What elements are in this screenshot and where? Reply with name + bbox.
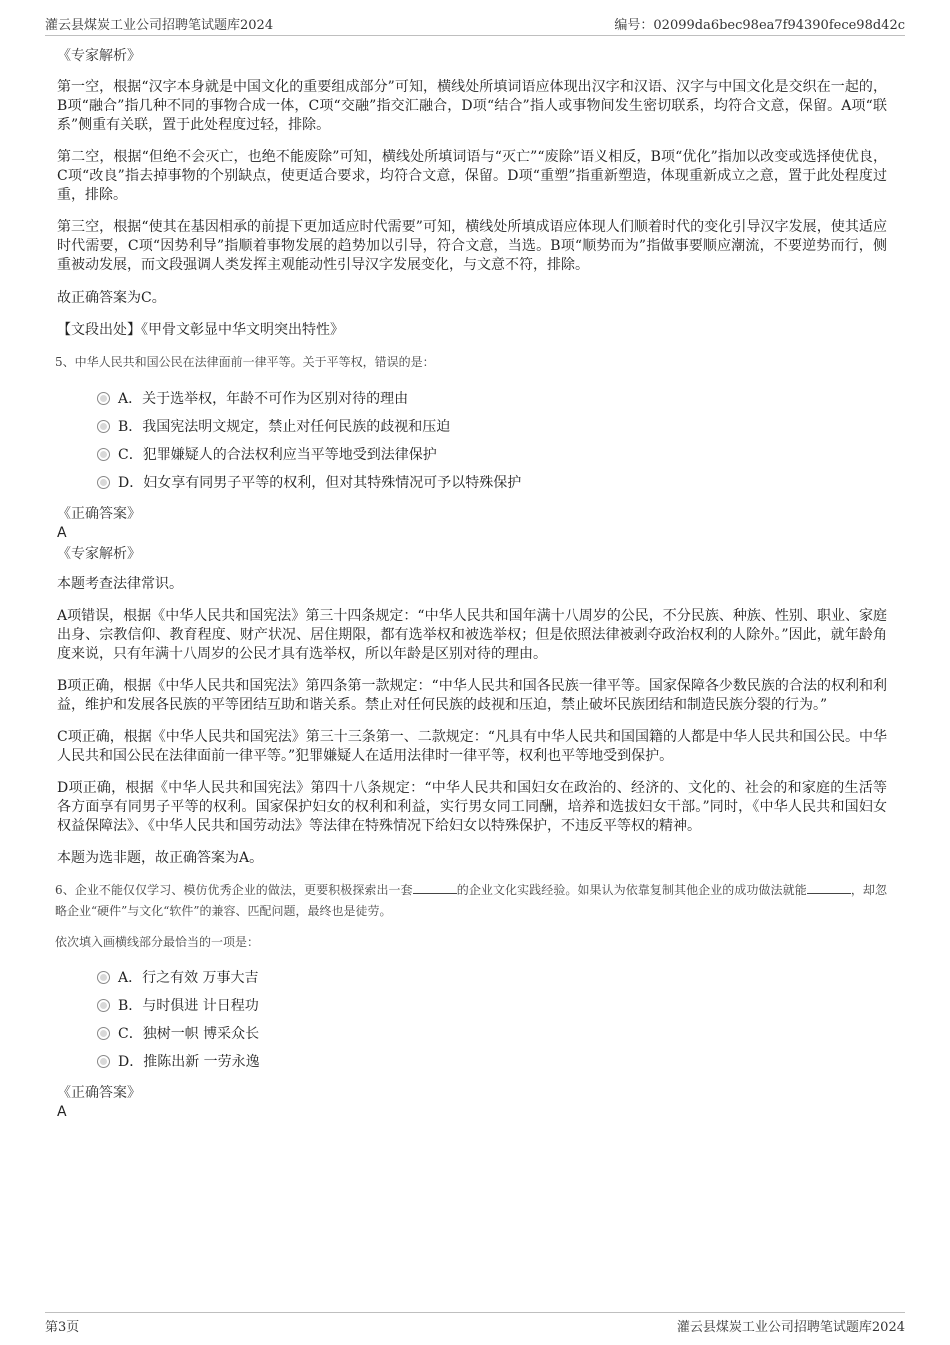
analysis-paragraph: 第二空，根据“但绝不会灭亡，也绝不能废除”可知，横线处所填词语与“灭亡”“废除”语义相反，B项“优化”指加以改变或选择使优良，C项“改良”指去掉事物的个别缺点，使更适合要求，均符合文意，保留。D项“重塑”指重新塑造，体现重新成立之意，置于此处程度过重，排除。 <box>57 149 887 203</box>
radio-icon[interactable] <box>97 420 110 433</box>
header-title: 灌云县煤炭工业公司招聘笔试题库2024 <box>45 18 274 33</box>
analysis-conclusion: 故正确答案为C。 <box>57 290 166 306</box>
answer-label: 《正确答案》 <box>57 1085 141 1101</box>
question-6-prompt: 依次填入画横线部分最恰当的一项是： <box>55 935 260 949</box>
analysis-paragraph: D项正确，根据《中华人民共和国宪法》第四十八条规定：“中华人民共和国妇女在政治的、经济的、文化的、社会的和家庭的生活等各方面享有同男子平等的权利。国家保护妇女的权利和利益，实行男女同工同酬，培养和选拔妇女干部。”同时，《中华人民共和国妇女权益保障法》、《中华人民共和国劳动法》等法律在特殊情况下给妇女以特殊保护，不违反平等权的精神。 <box>57 780 887 834</box>
page-number: 第3页 <box>45 1320 80 1335</box>
analysis-paragraph: 第一空，根据“汉字本身就是中国文化的重要组成部分”可知，横线处所填词语应体现出汉字和汉语、汉字与中国文化是交织在一起的，B项“融合”指几种不同的事物合成一体，C项“交融”指交汇融合，D项“结合”指人或事物间发生密切联系，均符合文意，保留。A项“联系”侧重有关联，置于此处程度过轻，排除。 <box>57 79 887 133</box>
option-b[interactable] <box>97 412 887 440</box>
analysis-label: 《专家解析》 <box>57 48 141 64</box>
footer-title: 灌云县煤炭工业公司招聘笔试题库2024 <box>676 1320 905 1335</box>
page-header <box>45 14 905 36</box>
radio-icon[interactable] <box>97 971 110 984</box>
fill-blank-2 <box>807 893 851 894</box>
option-label: B．与时俱进 计日程功 <box>118 998 259 1014</box>
option-c[interactable] <box>97 1019 887 1047</box>
radio-icon[interactable] <box>97 1055 110 1068</box>
page-content <box>57 46 887 1121</box>
question-5-options <box>57 384 887 496</box>
analysis-paragraph: B项正确，根据《中华人民共和国宪法》第四条第一款规定：“中华人民共和国各民族一律平等。国家保障各少数民族的合法的权利和利益，维护和发展各民族的平等团结互助和谐关系。禁止对任何民族的歧视和压迫，禁止破坏民族团结和制造民族分裂的行为。” <box>57 678 887 713</box>
source-citation: 【文段出处】《甲骨文彰显中华文明突出特性》 <box>57 322 344 338</box>
question-6-text: 6、企业不能仅仅学习、模仿优秀企业的做法，更要积极探索出一套 的企业文化实践经验。如果认为依靠复制其他企业的成功做法就能 ，却忽略企业“硬件”与文化“软件”的兼容、匹配问题，最终也是徒劳。 <box>55 883 887 918</box>
analysis-paragraph: 第三空，根据“使其在基因相承的前提下更加适应时代需要”可知，横线处所填成语应体现人们顺着时代的变化引导汉字发展，使其适应时代需要，C项“因势利导”指顺着事物发展的趋势加以引导，符合文意，当选。B项“顺势而为”指做事要顺应潮流，不要逆势而行，侧重被动发展，而文段强调人类发挥主观能动性引导汉字发展变化，与文意不符，排除。 <box>57 219 887 273</box>
fill-blank-1 <box>413 893 457 894</box>
option-label: A．行之有效 万事大吉 <box>118 970 259 986</box>
question-5-text: 5、中华人民共和国公民在法律面前一律平等。关于平等权，错误的是： <box>55 355 435 369</box>
option-a[interactable] <box>97 963 887 991</box>
option-d[interactable] <box>97 1047 887 1075</box>
analysis-paragraph: 本题考查法律常识。 <box>57 576 183 592</box>
option-a[interactable] <box>97 384 887 412</box>
option-d[interactable] <box>97 468 887 496</box>
analysis-paragraph: A项错误，根据《中华人民共和国宪法》第三十四条规定：“中华人民共和国年满十八周岁的公民，不分民族、种族、性别、职业、家庭出身、宗教信仰、教育程度、财产状况、居住期限，都有选举权和被选举权；但是依照法律被剥夺政治权利的人除外。”因此，就年龄角度来说，只有年满十八周岁的公民才具有选举权，所以年龄是区别对待的理由。 <box>57 608 887 662</box>
radio-icon[interactable] <box>97 392 110 405</box>
option-label: D．推陈出新 一劳永逸 <box>118 1054 260 1070</box>
radio-icon[interactable] <box>97 1027 110 1040</box>
header-code: 编号：02099da6bec98ea7f94390fece98d42c <box>614 18 905 33</box>
radio-icon[interactable] <box>97 999 110 1012</box>
option-label: C．独树一帜 博采众长 <box>118 1026 260 1042</box>
option-label: A．关于选举权，年龄不可作为区别对待的理由 <box>118 391 409 407</box>
radio-icon[interactable] <box>97 476 110 489</box>
option-b[interactable] <box>97 991 887 1019</box>
option-label: C．犯罪嫌疑人的合法权利应当平等地受到法律保护 <box>118 447 437 463</box>
option-c[interactable] <box>97 440 887 468</box>
question-6-options <box>57 963 887 1075</box>
answer-label: 《正确答案》 <box>57 506 141 522</box>
analysis-label: 《专家解析》 <box>57 546 141 562</box>
answer-value: A <box>57 1104 67 1120</box>
radio-icon[interactable] <box>97 448 110 461</box>
analysis-conclusion: 本题为选非题，故正确答案为A。 <box>57 850 264 866</box>
option-label: D．妇女享有同男子平等的权利，但对其特殊情况可予以特殊保护 <box>118 475 522 491</box>
answer-value: A <box>57 525 67 541</box>
option-label: B．我国宪法明文规定，禁止对任何民族的歧视和压迫 <box>118 419 451 435</box>
analysis-paragraph: C项正确，根据《中华人民共和国宪法》第三十三条第一、二款规定：“凡具有中华人民共和国国籍的人都是中华人民共和国公民。中华人民共和国公民在法律面前一律平等。”犯罪嫌疑人在适用法律时一律平等，权利也平等地受到保护。 <box>57 729 887 764</box>
page-footer <box>45 1312 905 1334</box>
